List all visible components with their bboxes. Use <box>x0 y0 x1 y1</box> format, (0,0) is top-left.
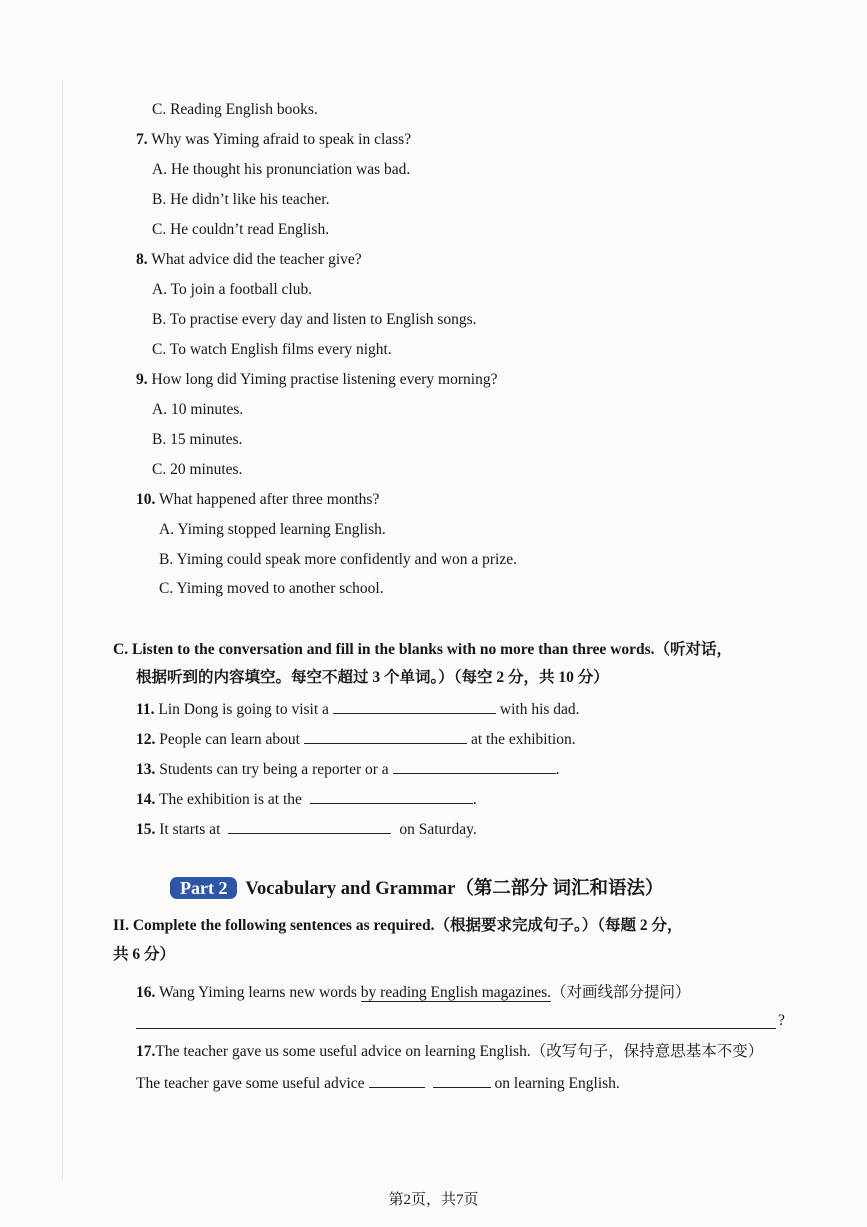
part-title-cn: （第二部分 词汇和语法） <box>455 879 664 899</box>
section-ii-instruction-cn: 共 6 分） <box>113 946 176 963</box>
question-11 <box>136 698 580 720</box>
question-text-after: . <box>555 761 560 778</box>
question-text: Why was Yiming afraid to speak in class? <box>151 131 412 148</box>
question-number: 14. <box>136 791 156 808</box>
q7-option-a: A. He thought his pronunciation was bad. <box>152 161 411 178</box>
section-ii-instruction <box>113 916 683 936</box>
q9-option-a: A. 10 minutes. <box>152 401 244 418</box>
answer-line[interactable] <box>136 1028 776 1029</box>
answer-blank[interactable] <box>369 1072 425 1088</box>
q8-option-c: C. To watch English films every night. <box>152 341 392 358</box>
question-text: How long did Yiming practise listening every morning? <box>151 371 498 388</box>
underlined-phrase: by reading English magazines. <box>360 984 552 1001</box>
question-10 <box>136 490 379 510</box>
section-instruction-cn: （听对话， <box>654 641 733 658</box>
question-text-after: on learning English. <box>494 1075 620 1092</box>
question-number: 11. <box>136 701 155 718</box>
section-letter: C. <box>113 641 129 658</box>
section-instruction-cn: （根据要求完成句子。）（每题 2 分， <box>434 917 683 934</box>
q9-option-c: C. 20 minutes. <box>152 461 243 478</box>
part-2-heading <box>170 877 664 900</box>
q10-option-b: B. Yiming could speak more confidently and won a prize. <box>159 551 517 568</box>
question-text-after: with his dad. <box>499 701 580 718</box>
question-text: People can learn about <box>159 731 300 748</box>
question-9 <box>136 370 497 390</box>
question-note: （对画线部分提问） <box>551 984 691 1001</box>
question-14 <box>136 788 477 810</box>
answer-blank[interactable] <box>333 698 496 714</box>
question-13 <box>136 758 560 780</box>
question-text: Wang Yiming learns new words <box>158 984 357 1001</box>
question-number: 13. <box>136 761 156 778</box>
q9-option-b: B. 15 minutes. <box>152 431 243 448</box>
question-text: The teacher gave some useful advice <box>136 1075 365 1092</box>
question-text-after: on Saturday. <box>399 821 477 838</box>
question-number: 16. <box>136 984 156 1001</box>
question-text: The exhibition is at the <box>158 791 302 808</box>
section-instruction-en: Listen to the conversation and fill in the blanks with no more than three words. <box>131 641 655 658</box>
q7-option-c: C. He couldn’t read English. <box>152 221 330 238</box>
q6-option-c: C. Reading English books. <box>152 101 318 118</box>
question-text: The teacher gave us some useful advice on learning English. <box>155 1043 531 1060</box>
answer-blank[interactable] <box>393 758 556 774</box>
question-text: It starts at <box>159 821 221 838</box>
question-8 <box>136 250 362 270</box>
answer-blank[interactable] <box>433 1072 491 1088</box>
question-text: What happened after three months? <box>158 491 380 508</box>
section-c-instruction-cn: 根据听到的内容填空。每空不超过 3 个单词。）（每空 2 分，共 10 分） <box>136 669 609 686</box>
part-title: Vocabulary and Grammar <box>245 879 456 899</box>
question-text: What advice did the teacher give? <box>151 251 362 268</box>
question-text: Students can try being a reporter or a <box>159 761 389 778</box>
answer-blank[interactable] <box>228 818 391 834</box>
question-number: 9. <box>136 371 148 388</box>
answer-blank[interactable] <box>310 788 473 804</box>
answer-blank[interactable] <box>304 728 467 744</box>
question-text-after: . <box>472 791 477 808</box>
question-number: 15. <box>136 821 156 838</box>
question-number: 12. <box>136 731 156 748</box>
q10-option-c: C. Yiming moved to another school. <box>159 580 384 597</box>
q7-option-b: B. He didn’t like his teacher. <box>152 191 330 208</box>
question-number: 7. <box>136 131 148 148</box>
part-badge: Part 2 <box>170 877 237 899</box>
q8-option-a: A. To join a football club. <box>152 281 313 298</box>
q8-option-b: B. To practise every day and listen to English songs. <box>152 311 477 328</box>
section-instruction-en: Complete the following sentences as required. <box>132 917 435 934</box>
question-number: 17. <box>136 1043 156 1060</box>
question-7 <box>136 130 411 150</box>
question-note: （改写句子，保持意思基本不变） <box>530 1043 764 1060</box>
question-17-rewrite <box>136 1072 620 1094</box>
page-edge-shadow <box>62 80 63 1180</box>
section-c-instruction <box>113 640 732 660</box>
question-15 <box>136 818 477 840</box>
question-number: 10. <box>136 491 156 508</box>
question-16 <box>136 983 691 1003</box>
question-mark: ? <box>778 1012 785 1029</box>
section-numeral: II. <box>113 917 129 934</box>
question-number: 8. <box>136 251 148 268</box>
question-text: Lin Dong is going to visit a <box>158 701 329 718</box>
page-footer: 第2页，共7页 <box>388 1192 479 1208</box>
question-12 <box>136 728 576 750</box>
question-text-after: at the exhibition. <box>470 731 576 748</box>
question-17 <box>136 1042 763 1062</box>
q10-option-a: A. Yiming stopped learning English. <box>159 521 386 538</box>
